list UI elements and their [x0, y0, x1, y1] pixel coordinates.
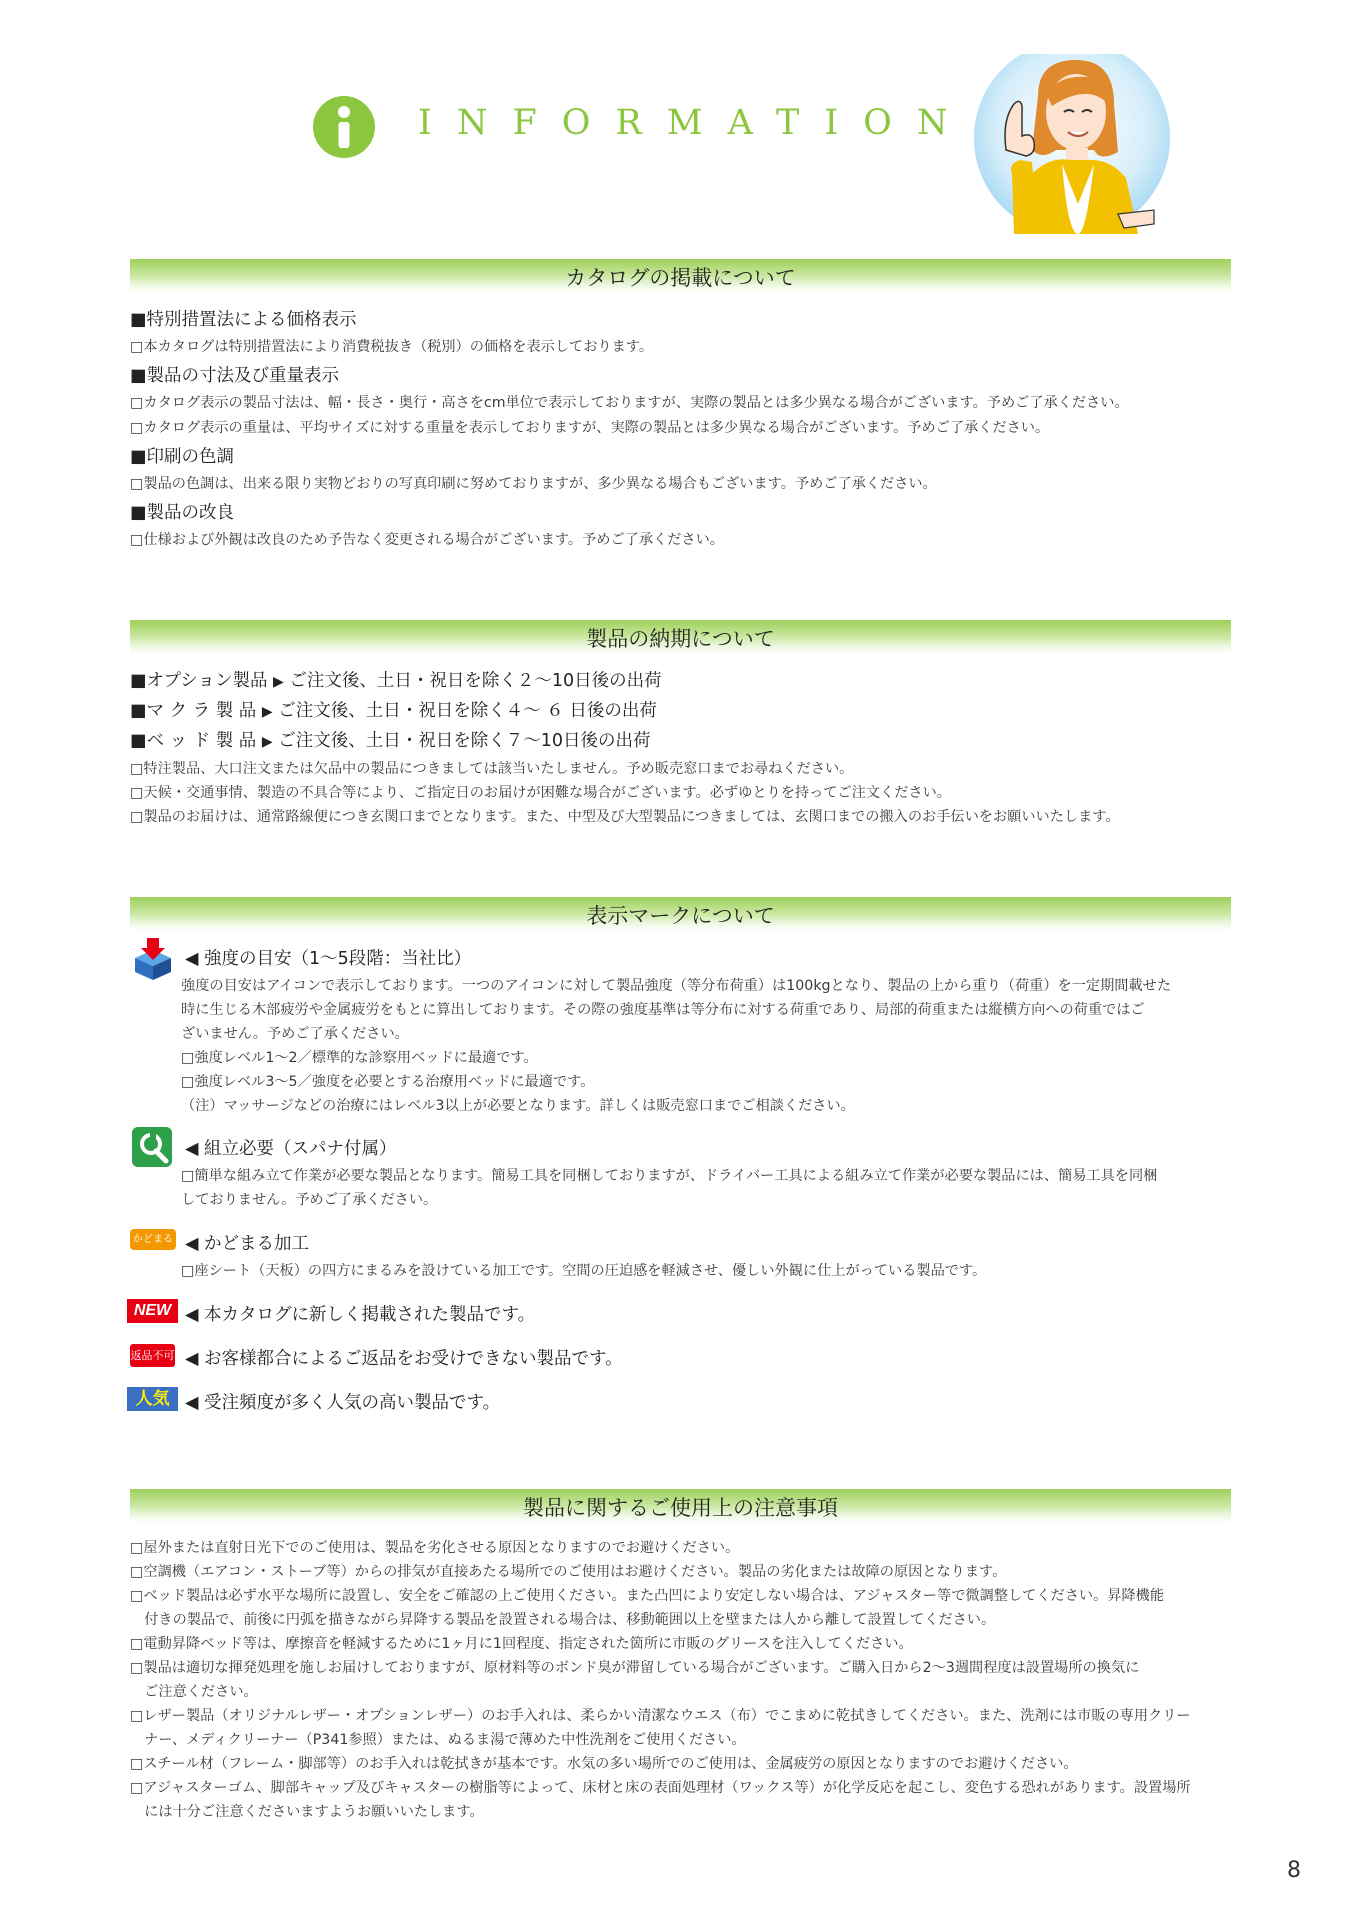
page-number: 8 — [1287, 1858, 1301, 1883]
item-heading: ■製品の改良 — [130, 503, 235, 523]
item-text: □仕様および外観は改良のため予告なく変更される場合がございます。予めご了承ください。 — [130, 532, 724, 548]
caution-line: □屋外または直射日光下でのご使用は、製品を劣化させる原因となりますのでお避けください。 — [130, 1540, 740, 1556]
caution-line: 付きの製品で、前後に円弧を描きながら昇降する製品を設置される場合は、移動範囲以上を壁または人から離して設置してください。 — [130, 1612, 996, 1628]
strength-text: □強度レベル3～5／強度を必要とする治療用ベッドに最適です。 — [181, 1074, 595, 1090]
section-header-cautions: 製品に関するご使用上の注意事項 — [130, 1489, 1231, 1523]
section-header-delivery: 製品の納期について — [130, 620, 1231, 654]
no-return-badge: 返品不可 — [130, 1344, 175, 1367]
page-title: INFORMATION — [418, 103, 973, 143]
item-text: □製品の色調は、出来る限り実物どおりの写真印刷に努めておりますが、多少異なる場合もございます。予めご了承ください。 — [130, 476, 937, 492]
caution-line: □スチール材（フレーム・脚部等）のお手入れは乾拭きが基本です。水気の多い場所でのご使用は、金属疲労の原因となりますのでお避けください。 — [130, 1756, 1078, 1772]
no-return-label: ◀ お客様都合によるご返品をお受けできない製品です。 — [185, 1349, 623, 1369]
caution-line: □製品は適切な揮発処理を施しお届けしておりますが、原材料等のボンド臭が滞留している場合がございます。ご購入日から2～3週間程度は設置場所の換気に — [130, 1660, 1140, 1676]
strength-text: 時に生じる木部疲労や金属疲労をもとに算出しております。その際の強度基準は等分布に対する荷重であり、局部的荷重または縦横方向への荷重ではご — [181, 1002, 1145, 1018]
item-text: □カタログ表示の重量は、平均サイズに対する重量を表示しておりますが、実際の製品とは多少異なる場合がございます。予めご了承ください。 — [130, 420, 1050, 436]
item-text: □カタログ表示の製品寸法は、幅・長さ・奥行・高さをcm単位で表示しておりますが、実際の製品とは多少異なる場合がございます。予めご了承ください。 — [130, 395, 1129, 411]
assembly-label: ◀ 組立必要（スパナ付属） — [185, 1139, 397, 1159]
strength-text: （注）マッサージなどの治療にはレベル3以上が必要となります。詳しくは販売窓口までご相談ください。 — [181, 1098, 855, 1114]
popular-label: ◀ 受注頻度が多く人気の高い製品です。 — [185, 1393, 501, 1413]
section-header-marks: 表示マークについて — [130, 897, 1231, 931]
delivery-note: □特注製品、大口注文または欠品中の製品につきましては該当いたしません。予め販売窓口までお尋ねください。 — [130, 761, 854, 777]
delivery-row: ■オプション製品 ▶ ご注文後、土日・祝日を除く２～10日後の出荷 — [130, 671, 662, 691]
item-heading: ■印刷の色調 — [130, 447, 235, 467]
info-icon — [313, 96, 375, 158]
caution-line: ご注意ください。 — [130, 1684, 258, 1700]
new-badge: NEW — [127, 1299, 178, 1323]
caution-line: □アジャスターゴム、脚部キャップ及びキャスターの樹脂等によって、床材と床の表面処理材（ワックス等）が化学反応を起こし、変色する恐れがあります。設置場所 — [130, 1780, 1191, 1796]
delivery-note: □製品のお届けは、通常路線便につき玄関口までとなります。また、中型及び大型製品につきましては、玄関口までの搬入のお手伝いをお願いいたします。 — [130, 809, 1120, 825]
caution-line: □電動昇降ベッド等は、摩擦音を軽減するために1ヶ月に1回程度、指定された箇所に市販のグリースを注入してください。 — [130, 1636, 913, 1652]
caution-line: には十分ご注意くださいますようお願いいたします。 — [130, 1804, 484, 1820]
section-header-catalog: カタログの掲載について — [130, 259, 1231, 293]
new-label: ◀ 本カタログに新しく掲載された製品です。 — [185, 1305, 536, 1325]
delivery-row: ■マ ク ラ 製 品 ▶ ご注文後、土日・祝日を除く４～ ６ 日後の出荷 — [130, 701, 657, 721]
delivery-note: □天候・交通事情、製造の不具合等により、ご指定日のお届けが困難な場合がございます。必ずゆとりを持ってご注文ください。 — [130, 785, 951, 801]
wrench-icon — [132, 1127, 172, 1167]
woman-illustration — [968, 54, 1172, 234]
assembly-text: しておりません。予めご了承ください。 — [181, 1192, 438, 1208]
delivery-row: ■ベ ッ ド 製 品 ▶ ご注文後、土日・祝日を除く７～10日後の出荷 — [130, 731, 651, 751]
caution-line: □レザー製品（オリジナルレザー・オプションレザー）のお手入れは、柔らかい清潔なウエス（布）でこまめに乾拭きしてください。また、洗剤には市販の専用クリー — [130, 1708, 1191, 1724]
popular-badge: 人気 — [127, 1387, 178, 1411]
assembly-text: □簡単な組み立て作業が必要な製品となります。簡易工具を同梱しておりますが、ドライバー工具による組み立て作業が必要な製品には、簡易工具を同梱 — [181, 1168, 1158, 1184]
strength-label: ◀ 強度の目安（1～5段階：当社比） — [185, 949, 472, 969]
item-heading: ■製品の寸法及び重量表示 — [130, 366, 340, 386]
strength-text: □強度レベル1～2／標準的な診察用ベッドに最適です。 — [181, 1050, 538, 1066]
item-heading: ■特別措置法による価格表示 — [130, 310, 357, 330]
strength-text: 強度の目安はアイコンで表示しております。一つのアイコンに対して製品強度（等分布荷重）は100kgとなり、製品の上から重り（荷重）を一定期間載せた — [181, 978, 1172, 994]
strength-cube-icon — [132, 938, 174, 980]
kadomaru-badge: かどまる — [130, 1229, 176, 1250]
item-text: □本カタログは特別措置法により消費税抜き（税別）の価格を表示しております。 — [130, 339, 654, 355]
caution-line: ナー、メディクリーナー（P341参照）または、ぬるま湯で薄めた中性洗剤をご使用ください。 — [130, 1732, 746, 1748]
caution-line: □空調機（エアコン・ストーブ等）からの排気が直接あたる場所でのご使用はお避けください。製品の劣化または故障の原因となります。 — [130, 1564, 1007, 1580]
kadomaru-text: □座シート（天板）の四方にまるみを設けている加工です。空間の圧迫感を軽減させ、優しい外観に仕上がっている製品です。 — [181, 1263, 987, 1279]
caution-line: □ベッド製品は必ず水平な場所に設置し、安全をご確認の上ご使用ください。また凸凹により安定しない場合は、アジャスター等で微調整してください。昇降機能 — [130, 1588, 1165, 1604]
kadomaru-label: ◀ かどまる加工 — [185, 1234, 310, 1254]
strength-text: ざいません。予めご了承ください。 — [181, 1026, 409, 1042]
